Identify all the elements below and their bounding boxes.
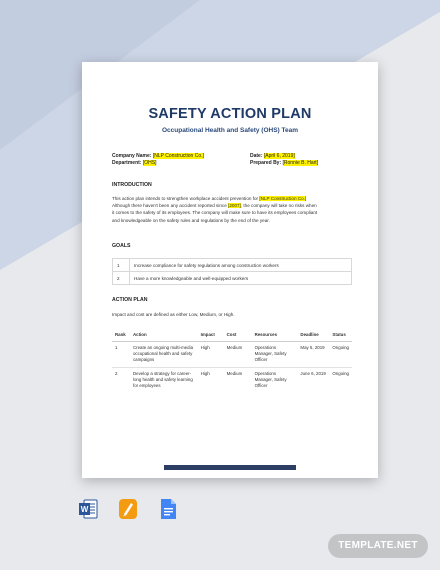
column-header: Cost: [224, 330, 252, 342]
goals-table: [112, 258, 352, 285]
table-header-row: [112, 330, 352, 342]
date-field: Date: [April 6, 2019]: [250, 153, 295, 159]
table-row: 1 Create an ongoing multi-media occupational health and safety campaigns High Medium Operations Manager, Safety Officer May 5, 2019 Ongoing: [112, 342, 352, 368]
introduction-paragraph: This action plan intends to strengthen workplace accident prevention for [NLP Construction Co.] Although there haven't been any accident reported since [2007], the company will take no risks when it comes to the safety of its employees. The company will make sure to have its employees compliant and knowledgeable on the safety rules and regulations by the end of the year.: [112, 196, 318, 223]
column-header: Action: [130, 330, 198, 342]
prepared-by-field: Prepared By: [Ronnie B. Hart]: [250, 160, 319, 166]
company-field: Company Name: [NLP Construction Co.]: [112, 153, 204, 159]
company-value: [NLP Construction Co.]: [152, 153, 204, 159]
prepared-by-value: [Ronnie B. Hart]: [282, 160, 319, 166]
goal-text: Increase compliance for safety regulations among construction workers: [130, 259, 352, 272]
goal-text: Have a more knowledgeable and well-equipped workers: [130, 272, 352, 285]
column-header: Status: [329, 330, 352, 342]
goal-row: 2 Have a more knowledgeable and well-equipped workers: [113, 272, 352, 285]
department-field: Department: [OHS]: [112, 160, 157, 166]
google-docs-icon[interactable]: [158, 498, 178, 520]
column-header: Rank: [112, 330, 130, 342]
word-icon[interactable]: [78, 498, 98, 520]
department-value: [OHS]: [142, 160, 157, 166]
document-page: [82, 62, 378, 478]
action-plan-heading: ACTION PLAN: [112, 297, 148, 303]
action-plan-note: Impact and cost are defined as either Low, Medium, or High.: [112, 312, 235, 317]
table-row: 2 Develop a strategy for career-long health and safety learning for employees High Medium Operations Manager, Safety Officer June 6, 2019 Ongoing: [112, 368, 352, 394]
column-header: Resources: [252, 330, 298, 342]
introduction-heading: INTRODUCTION: [112, 182, 152, 188]
date-value: [April 6, 2019]: [263, 153, 295, 159]
svg-text:W: W: [80, 505, 89, 514]
goal-row: 1 Increase compliance for safety regulations among construction workers: [113, 259, 352, 272]
action-plan-table: [112, 330, 352, 393]
footer-bar: [164, 465, 296, 470]
document-subtitle: Occupational Health and Safety (OHS) Team: [161, 127, 299, 134]
goals-heading: GOALS: [112, 243, 131, 249]
column-header: Deadline: [297, 330, 329, 342]
template-net-badge[interactable]: TEMPLATE.NET: [328, 534, 428, 558]
column-header: Impact: [198, 330, 224, 342]
document-title: SAFETY ACTION PLAN: [148, 106, 312, 122]
pages-icon[interactable]: [118, 498, 138, 520]
